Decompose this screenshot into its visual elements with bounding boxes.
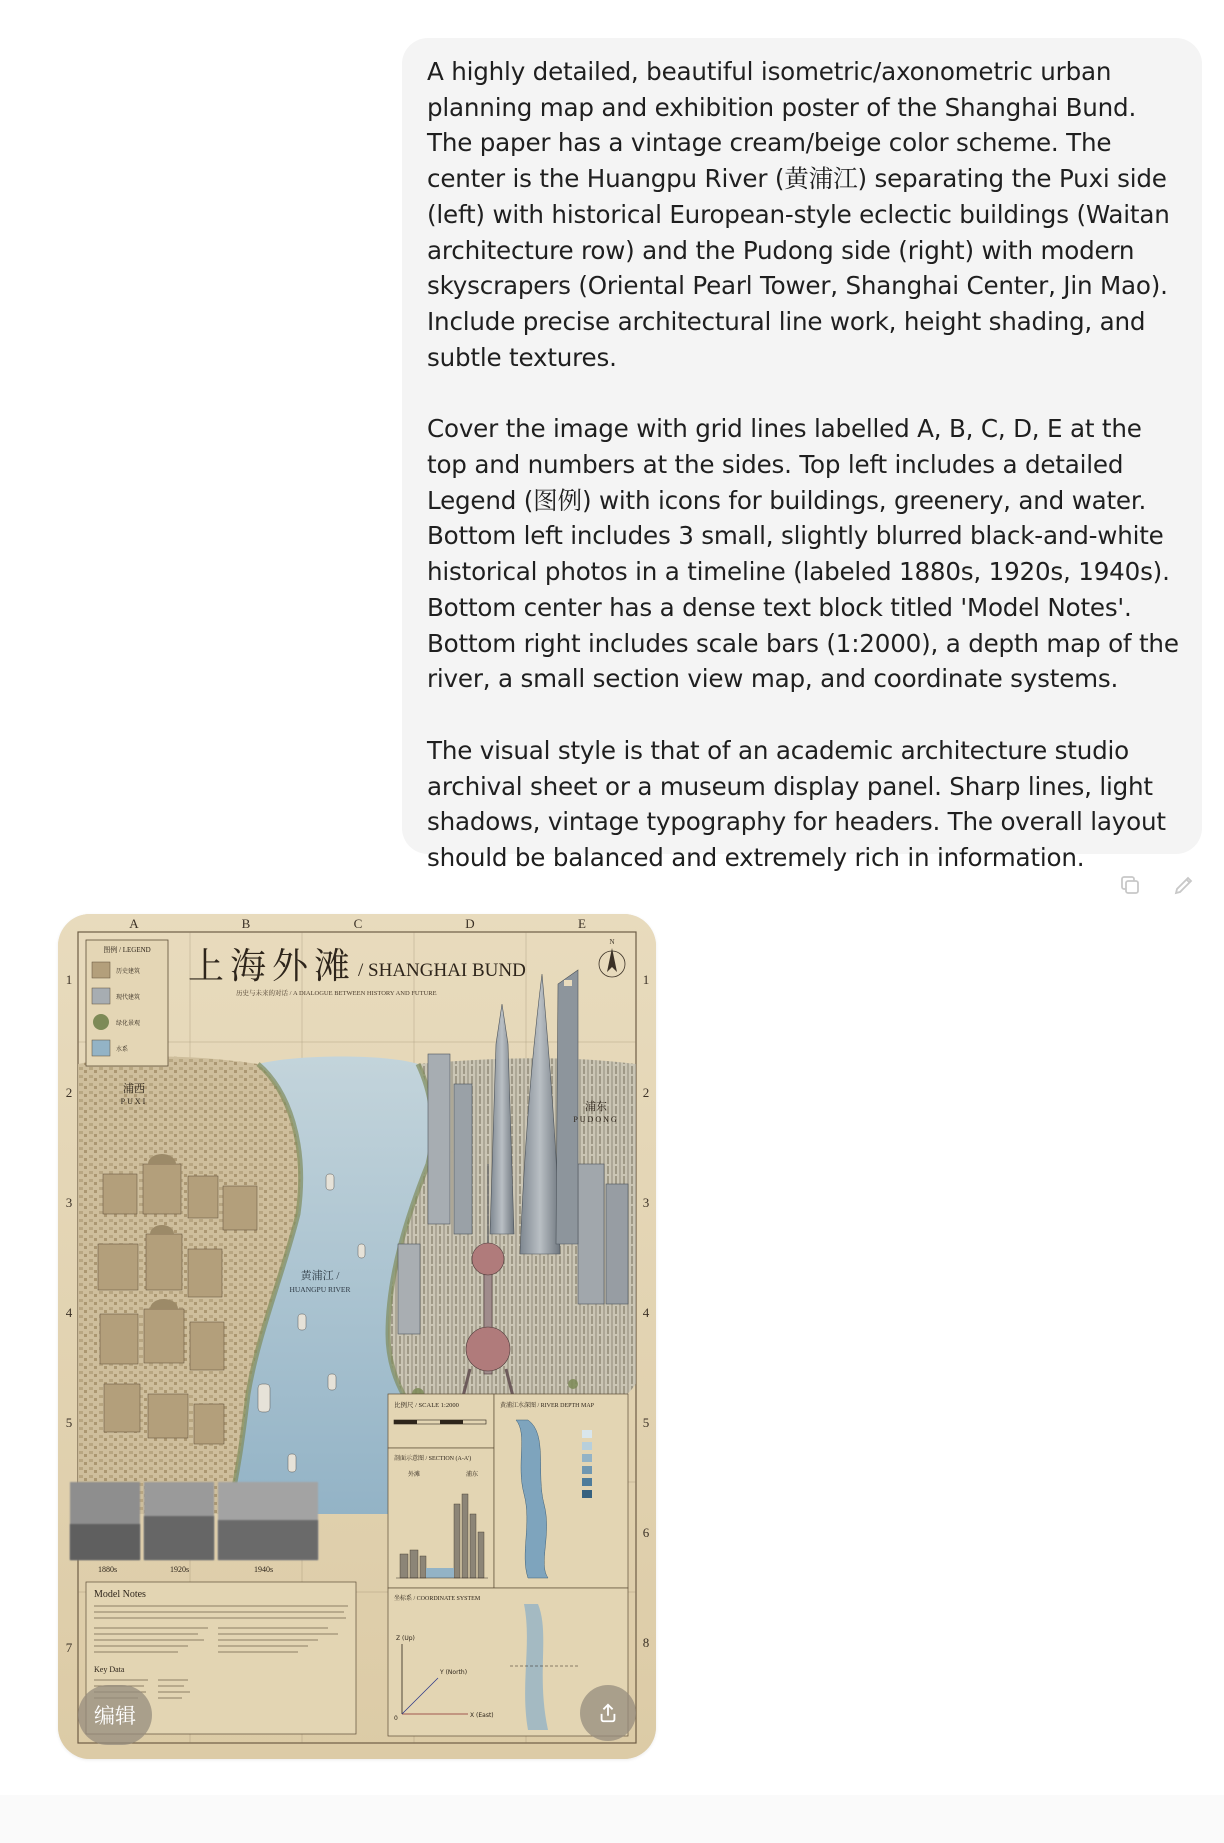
photo-year-1880s: 1880s	[98, 1565, 118, 1574]
legend-item-water: 水系	[116, 1046, 129, 1053]
bottom-input-fade	[0, 1795, 1224, 1843]
generated-image[interactable]	[58, 914, 656, 1759]
scale-bar-panel	[388, 1394, 494, 1448]
poster-title-en: / SHANGHAI BUND	[358, 960, 526, 981]
axis-origin-label: 0	[394, 1715, 398, 1722]
message-paragraph-1: A highly detailed, beautiful isometric/axonometric urban planning map and exhibition poster of the Shanghai Bund. The paper has a vintage cream/beige color scheme. The center is the Huangpu River (黄浦江) separating the Puxi side (left) with historical European-style eclectic buildings (Waitan architecture row) and the Pudong side (right) with modern skyscrapers (Oriental Pearl Tower, Shanghai Center, Jin Mao). Include precise architectural line work, height shading, and subtle textures.	[427, 57, 1170, 372]
grid-row-1: 1	[65, 972, 73, 987]
pencil-icon[interactable]	[1169, 870, 1199, 900]
grid-col-d: D	[465, 916, 475, 931]
north-letter: N	[609, 938, 615, 946]
grid-row-5: 5	[65, 1415, 73, 1430]
grid-row-2: 2	[65, 1085, 73, 1100]
section-left-label: 外滩	[408, 1471, 421, 1478]
poster-title-cn: 上海外滩	[188, 946, 357, 986]
section-label: 剖面示意图 / SECTION (A-A')	[394, 1456, 472, 1462]
photo-year-1920s: 1920s	[170, 1565, 190, 1574]
puxi-label-en: PUXI	[120, 1097, 148, 1106]
grid-row-4: 4	[65, 1305, 73, 1320]
depth-map-label: 黄浦江水深图 / RIVER DEPTH MAP	[500, 1403, 595, 1409]
axis-z-label: Z (Up)	[396, 1635, 415, 1642]
photo-year-1940s: 1940s	[254, 1565, 274, 1574]
legend-panel	[86, 940, 168, 1066]
legend-item-historic: 历史建筑	[116, 968, 141, 975]
poster-subtitle: 历史与未来的对话 / A DIALOGUE BETWEEN HISTORY AND FUTURE	[236, 990, 437, 997]
message-actions	[1115, 870, 1199, 900]
grid-col-b: B	[241, 916, 251, 931]
copy-icon[interactable]	[1115, 870, 1145, 900]
grid-row-3-right: 3	[642, 1195, 650, 1210]
grid-col-a: A	[129, 916, 139, 931]
message-paragraph-3: The visual style is that of an academic architecture studio archival sheet or a museum display panel. Sharp lines, light shadows, vintage typography for headers. The overall layout should be balanced and extremely rich in information.	[427, 735, 1166, 873]
pudong-label-en: PUDONG	[573, 1115, 619, 1124]
pudong-label-cn: 浦东	[585, 1101, 607, 1113]
legend-item-green: 绿化景观	[116, 1020, 141, 1027]
grid-row-7: 7	[65, 1640, 73, 1655]
grid-row-8-right: 8	[642, 1635, 650, 1650]
puxi-label-cn: 浦西	[123, 1083, 145, 1095]
grid-row-3: 3	[65, 1195, 73, 1210]
river-depth-map-panel	[494, 1394, 628, 1588]
river-label-cn: 黄浦江 /	[300, 1270, 340, 1282]
axis-x-label: X (East)	[470, 1712, 494, 1719]
grid-row-2-right: 2	[642, 1085, 650, 1100]
grid-row-4-right: 4	[642, 1305, 650, 1320]
grid-row-5-right: 5	[642, 1415, 650, 1430]
user-message-bubble	[402, 38, 1202, 873]
grid-row-1-right: 1	[642, 972, 650, 987]
grid-col-e: E	[578, 916, 586, 931]
river-label-en: HUANGPU RIVER	[289, 1285, 351, 1294]
legend-title: 图例 / LEGEND	[103, 946, 151, 954]
share-icon[interactable]	[580, 1685, 636, 1741]
grid-col-c: C	[353, 916, 363, 931]
swfc-tower	[556, 970, 578, 1244]
model-notes-title: Model Notes	[94, 1589, 146, 1600]
section-right-label: 浦东	[466, 1471, 479, 1478]
message-paragraph-2: Cover the image with grid lines labelled A, B, C, D, E at the top and numbers at the sides. Top left includes a detailed Legend (图例) with icons for buildings, greenery, and water. Bottom left includes 3 small, slightly blurred black-and-white historical photos in a timeline (labeled 1880s, 1920s, 1940s). Bottom center has a dense text block titled 'Model Notes'. Bottom right includes scale bars (1:2000), a depth map of the river, a small section view map, and coordinate systems.	[427, 414, 1179, 694]
legend-item-modern: 现代建筑	[116, 994, 141, 1001]
grid-row-6-right: 6	[642, 1525, 650, 1540]
key-data-title: Key Data	[94, 1665, 125, 1674]
section-view-panel	[388, 1448, 494, 1588]
scale-label: 比例尺 / SCALE 1:2000	[394, 1402, 459, 1409]
axis-y-label: Y (North)	[440, 1669, 468, 1676]
shanghai-bund-poster	[58, 914, 656, 1759]
edit-image-button[interactable]: 编辑	[78, 1685, 152, 1745]
coordinate-label: 坐标系 / COORDINATE SYSTEM	[394, 1596, 481, 1602]
